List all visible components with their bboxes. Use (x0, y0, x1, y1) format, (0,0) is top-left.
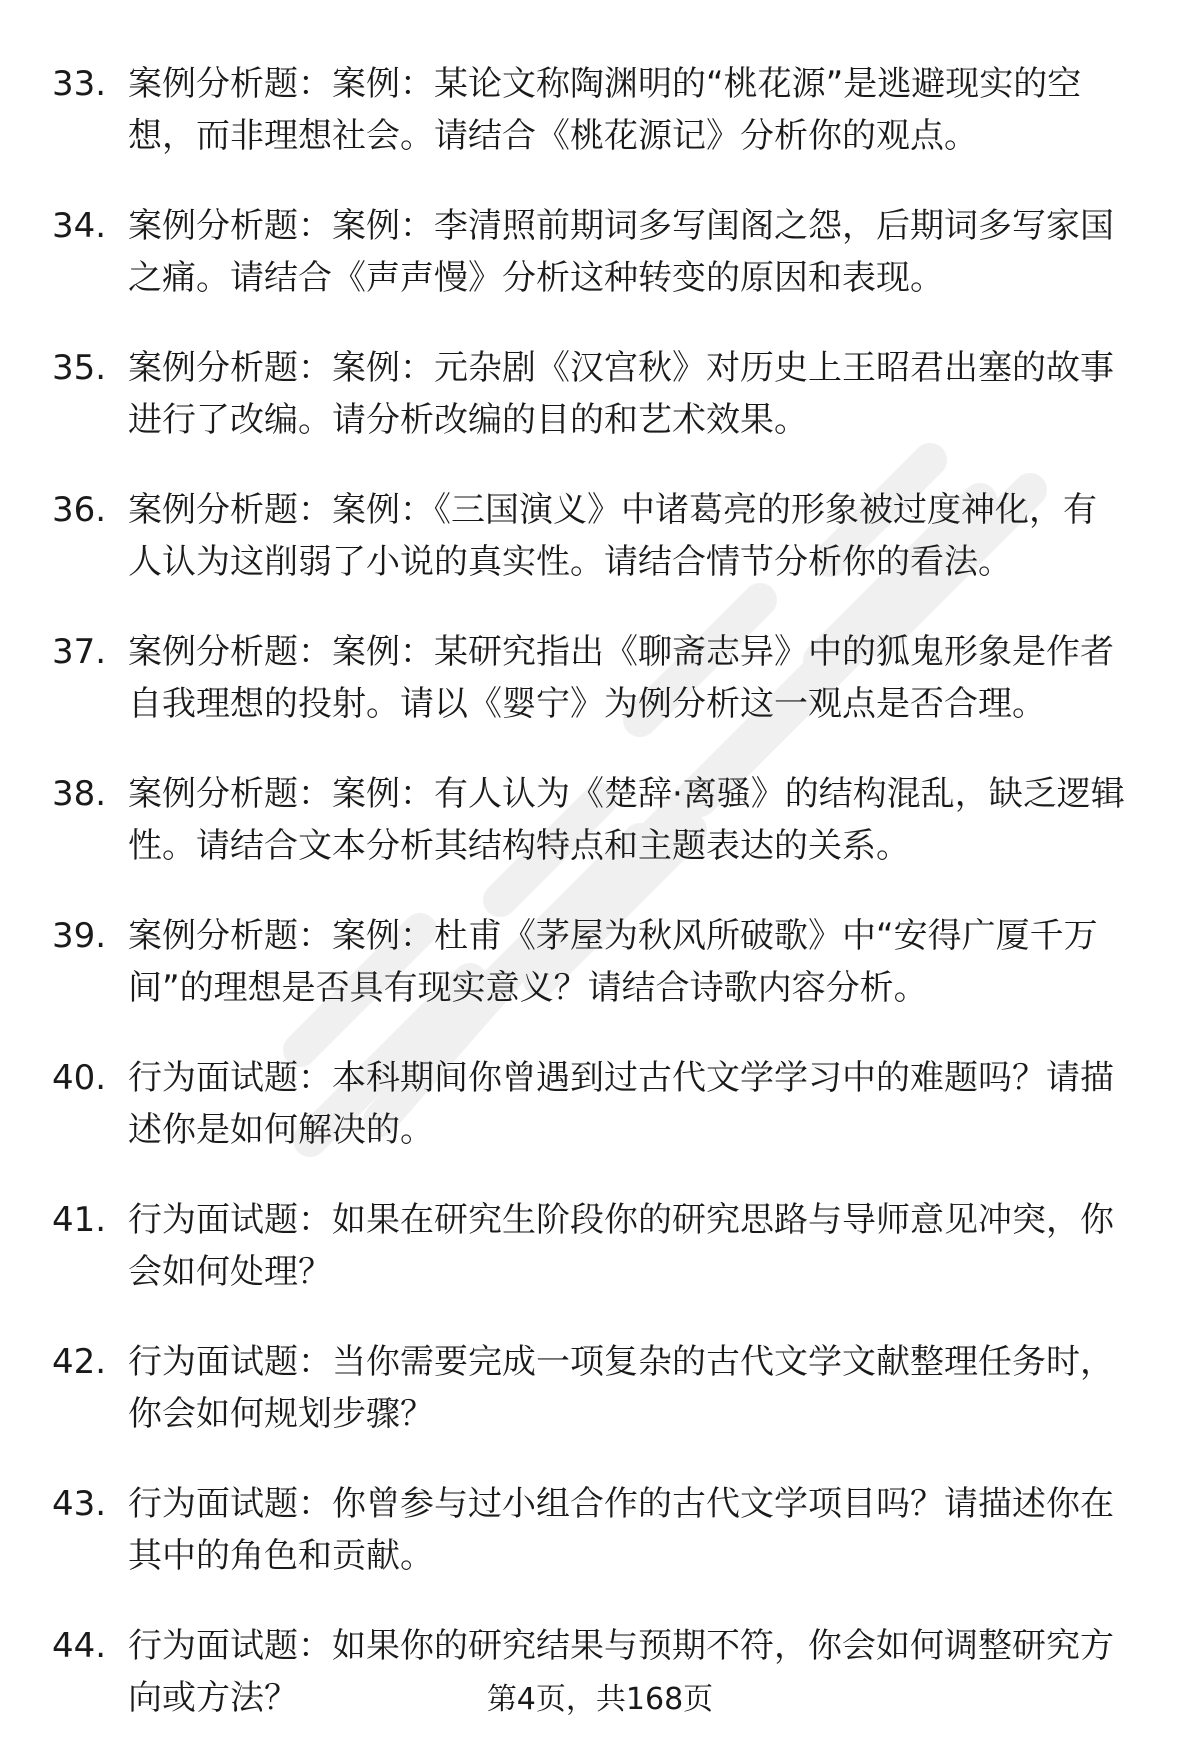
question-item (0, 200, 1200, 304)
question-number: 36. (52, 490, 107, 530)
question-number: 35. (52, 348, 107, 388)
page-footer: 第4页，共168页 (486, 1682, 714, 1717)
question-text: 行为面试题：如果你的研究结果与预期不符，你会如何调整研究方向或方法？ (128, 1626, 1114, 1718)
question-item (0, 1336, 1200, 1440)
question-text: 案例分析题：案例：元杂剧《汉宫秋》对历史上王昭君出塞的故事进行了改编。请分析改编的目的和艺术效果。 (128, 348, 1114, 440)
question-text: 案例分析题：案例：《三国演义》中诸葛亮的形象被过度神化，有人认为这削弱了小说的真实性。请结合情节分析你的看法。 (128, 490, 1097, 582)
question-number: 34. (52, 206, 107, 246)
question-item (0, 342, 1200, 446)
question-item (0, 768, 1200, 872)
question-number: 41. (52, 1200, 107, 1240)
question-text: 案例分析题：案例：某研究指出《聊斋志异》中的狐鬼形象是作者自我理想的投射。请以《婴宁》为例分析这一观点是否合理。 (128, 632, 1114, 724)
question-text: 案例分析题：案例：杜甫《茅屋为秋风所破歌》中“安得广厦千万间”的理想是否具有现实意义？请结合诗歌内容分析。 (128, 916, 1098, 1008)
question-text: 案例分析题：案例：有人认为《楚辞·离骚》的结构混乱，缺乏逻辑性。请结合文本分析其结构特点和主题表达的关系。 (128, 774, 1125, 866)
question-item (0, 910, 1200, 1014)
question-text: 行为面试题：你曾参与过小组合作的古代文学项目吗？请描述你在其中的角色和贡献。 (128, 1484, 1114, 1576)
question-number: 44. (52, 1626, 107, 1666)
question-text: 行为面试题：当你需要完成一项复杂的古代文学文献整理任务时，你会如何规划步骤？ (128, 1342, 1114, 1434)
question-number: 43. (52, 1484, 107, 1524)
question-text: 案例分析题：案例：李清照前期词多写闺阁之怨，后期词多写家国之痛。请结合《声声慢》分析这种转变的原因和表现。 (128, 206, 1114, 298)
question-item (0, 626, 1200, 730)
question-number: 33. (52, 64, 107, 104)
question-item (0, 1478, 1200, 1582)
question-text: 行为面试题：如果在研究生阶段你的研究思路与导师意见冲突，你会如何处理？ (128, 1200, 1114, 1292)
question-number: 39. (52, 916, 107, 956)
question-item (0, 1194, 1200, 1298)
question-text: 案例分析题：案例：某论文称陶渊明的“桃花源”是逃避现实的空想，而非理想社会。请结合《桃花源记》分析你的观点。 (128, 64, 1082, 156)
question-item (0, 484, 1200, 588)
question-number: 40. (52, 1058, 107, 1098)
question-number: 42. (52, 1342, 107, 1382)
question-number: 38. (52, 774, 107, 814)
question-item (0, 58, 1200, 162)
question-text: 行为面试题：本科期间你曾遇到过古代文学学习中的难题吗？请描述你是如何解决的。 (128, 1058, 1114, 1150)
question-number: 37. (52, 632, 107, 672)
question-item (0, 1052, 1200, 1156)
question-list (0, 58, 1200, 1762)
